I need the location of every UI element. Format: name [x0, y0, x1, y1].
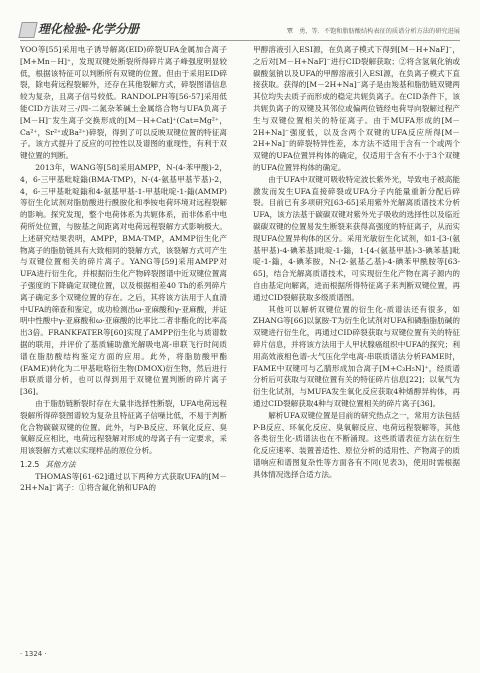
left-column	[20, 44, 227, 494]
left-paragraph-3: 由于脂肪链断裂时存在大量非选择性断裂，UFA电荷远程裂解所得碎裂图谱较为复杂且特征离子信噪比低，不易于判断化合物碳碳双键的位置。此外，与P-B反应、环氧化反应、臭氧解反应相比，电荷远程裂解对形成的母离子有一定要求，采用该裂解方式难以实现样品的原位分析。	[20, 398, 227, 456]
right-paragraph-1: 甲醇溶液引入ESI源，在负离子模式下得到[M－H+NaF]⁻，之后对[M－H+NaF]⁻进行CID裂解获取；②将含氢氧化钠或碳酸氢钠以及UFA的甲醇溶液引入ESI源，在负离子模式下直接获取。获得的[M－2H+Na]⁻离子是由羧基和脂肪链双键两其位均失去质子而形成的稳定共轭负离子。在CID条件下，该共轭负离子的双键及其邻位或偏两位链经电荷导向裂解过程产生与双键位置相关的特征离子。由于MUFA形成的[M－2H+Na]⁻强度低，以及含两个双键的UFA反应所得[M－2H+Na]⁻的碎裂特异性差，本方法不适用于含有一个或两个双键的UFA位置异构体的确定，仅适用于含有不小于3个双键的UFA位置异构体的确定。	[253, 45, 460, 172]
right-paragraph-2: 由于UFA中双键可吸收特定波长紫外光，导致电子被高能激发而发生UFA直接碎裂或UFA分子内能量重新分配后碎裂。目前已有多项研究[63-65]采用紫外光解离质谱技术分析UFA，该方法基于碳碳双键对紫外光子吸收的选择性以及临近碳碳双键的位置易发生断裂来获得高强度的特征离子，从而实现UFA位置异构体的区分。采用光敏衍生化试剂，如1-[3-(氨基甲基)-4-碘苯基]吡啶-1-鎓，1-[4-(氨基甲基)-3-碘苯基]吡啶-1-鎓，4-碘苯胺，N-(2-氨基乙基)-4-碘苯甲酰胺等[63-65]，结合光解离质谱技术，可实现衍生化产物在离子源内的自由基定向解离，进而根据所得特征离子来判断双键位置，再通过CID裂解获取多级质谱图。	[253, 174, 460, 302]
right-column	[253, 44, 460, 480]
running-title: 覃 勇，等．不饱和脂肪酸结构表征的质谱分析方法的研究进展	[286, 28, 460, 35]
subsection-heading	[20, 459, 227, 471]
journal-logo-icon	[18, 22, 37, 38]
left-paragraph-1: YOO等[55]采用电子诱导解离(EID)碎裂UFA金属加合离子[M+Mn－H]⁺，发现双键处断裂所得碎片离子峰强度明显较低，根据该特征可以判断所有双键的位置。但由于采用EID碎裂，除电荷远程裂解外，还存在其他裂解方式，碎裂图谱信息较为复杂，且离子信号较低。RANDOLPH等[56-57]采用低能CID方法对三-/四-二氮杂苯碱土金属络合物与UFA负离子[M－H]⁻发生离子交换形成的[M－H+Cat]⁺(Cat=Mg²⁺，Ca²⁺，Sr²⁺或Ba²⁺)碎裂，得到了可以反映双键位置的特征离子。该方式提升了反应的可控性以及谱图的重现性，有利于双键位置的判断。	[20, 45, 227, 161]
left-paragraph-2: 2013年，WANG等[58]采用AMPP，N-(4-苯甲酸)-2，4，6-三甲基吡啶鎓(BMA-TMP)，N-(4-氨基甲基苄基)-2，4，6-三甲基吡啶鎓和4-氨基甲基-1-甲基吡啶-1-鎓(AMMP)等衍生化试剂对脂肪酸进行酰胺化和季铵电荷环境对远程裂解的影响。探究发现，整个电荷体系为共轭体系，而非体系中电荷所处位置，与胺基之间距离对电荷远程裂解方式影响极大。上述研究结果表明，AMPP，BMA-TMP，AMMP衍生化产物离子的脂肪链具有大致相同的裂解方式，该裂解方式可产生与双键位置相关的碎片离子。YANG等[59]采用AMPP对UFA进行衍生化，并根据衍生化产物碎裂图谱中近双键位置离子强度的下降确定双键位置，以及根据相差40 Th的系列碎片离子确定多个双键位置的存在。之后，其将该方法用于人血清中UFA的筛查和鉴定，成功检测出ω-亚麻酸和γ-亚麻酸，并证明中性酸中γ-亚麻酸和ω-亚麻酸的比率比二者非酯化的比率高出3倍。FRANKFATER等[60]实现了AMPP衍生化与质谱数据的联用，并评价了基质辅助激光解吸电离-串联飞行时间质谱在脂肪酸结构鉴定方面的应用。此外，将脂肪酸甲酯(FAME)转化为二甲基吡咯衍生物(DMOX)衍生物，然后进行串联质谱分析，也可以得到用于双键位置判断的碎片离子[36]。	[20, 162, 228, 397]
page-header	[0, 0, 480, 42]
subsection-number: 1.2.5	[20, 459, 40, 469]
subsection-title: 其他方法	[45, 459, 76, 469]
journal-title: 理化检验-化学分册	[38, 22, 139, 36]
header-divider	[20, 40, 460, 41]
left-paragraph-4: THOMAS等[61-62]通过以下两种方式获取UFA的[M－2H+Na]⁻离子：①将含氟化钠和UFA的	[20, 471, 227, 493]
right-paragraph-4: 解析UFA双键位置是目前的研究热点之一，常用方法包括P-B反应、环氧化反应、臭氧解反应、电荷远程裂解等，其他各类衍生化-质谱法也在不断涌现。这些质谱表征方法在衍生化反应速率、装置普适性、原位分析的适用性、产物离子的质谱响应和谱图复杂性等方面各有不同(见表3)，使用时需根据具体情况选择合适方法。	[253, 410, 460, 479]
page-number: · 1324 ·	[20, 650, 47, 658]
right-paragraph-3: 其他可以解析双键位置的衍生化-质谱法还有很多，如ZHANG等[66]以氯胺-T为衍生化试剂对UFA和磷脂脂肪碱的双键进行衍生化，再通过CID碎裂获取与双键位置有关的特征碎片信息，并将该方法用于人甲状腺癌组织中UFA的探究；利用高效液相色谱-大气压化学电离-串联质谱法分析FAME时，FAME中双键可与乙腈形成加合离子[M+C₃H₅N]⁺，经质谱分析后可获取与双键位置有关的特征碎片信息[22]；以氧气为衍生化试剂，与MUFA发生氧化反应获取4种烯醇异构体，再通过CID裂解获取4种与双键位置相关的碎片离子[36]。	[253, 304, 460, 408]
